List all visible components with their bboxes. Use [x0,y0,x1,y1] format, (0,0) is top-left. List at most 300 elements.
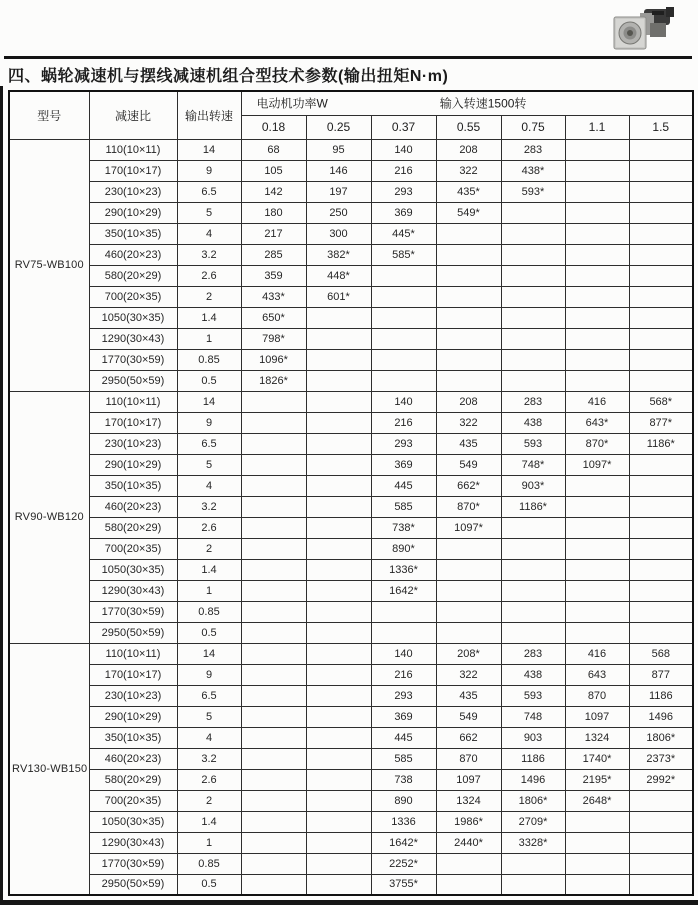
torque-value-cell: 2992* [629,769,693,790]
torque-value-cell [436,328,501,349]
output-speed-cell: 0.85 [177,349,241,370]
torque-value-cell [436,601,501,622]
spec-table [8,90,694,896]
ratio-cell: 170(10×17) [89,412,177,433]
torque-value-cell [241,496,306,517]
torque-value-cell [241,853,306,874]
torque-value-cell [241,580,306,601]
torque-value-cell [306,559,371,580]
torque-value-cell: 738 [371,769,436,790]
torque-value-cell [241,433,306,454]
torque-value-cell: 322 [436,664,501,685]
torque-value-cell: 293 [371,685,436,706]
output-speed-cell: 9 [177,412,241,433]
torque-value-cell [565,202,629,223]
torque-value-cell [306,622,371,643]
torque-value-cell [306,496,371,517]
ratio-cell: 2950(50×59) [89,370,177,391]
torque-value-cell: 585* [371,244,436,265]
torque-value-cell [501,517,565,538]
torque-value-cell: 643* [565,412,629,433]
output-speed-cell: 0.5 [177,370,241,391]
torque-value-cell: 250 [306,202,371,223]
ratio-cell: 230(10×23) [89,433,177,454]
torque-value-cell: 322 [436,412,501,433]
table-row [9,769,693,790]
torque-value-cell [306,580,371,601]
torque-value-cell [565,475,629,496]
torque-value-cell: 1496 [501,769,565,790]
torque-value-cell: 903 [501,727,565,748]
output-speed-cell: 6.5 [177,685,241,706]
torque-value-cell [629,601,693,622]
torque-value-cell: 300 [306,223,371,244]
torque-value-cell: 140 [371,391,436,412]
torque-value-cell [565,349,629,370]
torque-value-cell [436,286,501,307]
table-row [9,601,693,622]
ratio-cell: 460(20×23) [89,748,177,769]
torque-value-cell: 2195* [565,769,629,790]
torque-value-cell: 1186* [501,496,565,517]
header-power-0.75: 0.75 [501,115,565,139]
torque-value-cell [565,601,629,622]
torque-value-cell [371,328,436,349]
ratio-cell: 580(20×29) [89,769,177,790]
torque-value-cell [306,517,371,538]
torque-value-cell: 1186 [629,685,693,706]
torque-value-cell [241,517,306,538]
torque-value-cell [629,160,693,181]
torque-value-cell: 435 [436,433,501,454]
torque-value-cell [306,664,371,685]
torque-value-cell [629,370,693,391]
table-row [9,622,693,643]
torque-value-cell [501,223,565,244]
torque-value-cell: 435* [436,181,501,202]
ratio-cell: 460(20×23) [89,496,177,517]
torque-value-cell: 903* [501,475,565,496]
output-speed-cell: 5 [177,454,241,475]
torque-value-cell [306,601,371,622]
torque-value-cell: 1740* [565,748,629,769]
table-row [9,328,693,349]
torque-value-cell [565,811,629,832]
torque-value-cell [565,307,629,328]
ratio-cell: 1770(30×59) [89,853,177,874]
table-row [9,580,693,601]
torque-value-cell [436,307,501,328]
torque-value-cell: 1097* [436,517,501,538]
header-model: 型号 [9,91,89,139]
torque-value-cell [306,643,371,664]
torque-value-cell [436,370,501,391]
table-row [9,706,693,727]
torque-value-cell: 3755* [371,874,436,895]
torque-value-cell [629,811,693,832]
torque-value-cell [306,685,371,706]
torque-value-cell [629,223,693,244]
model-cell: RV75-WB100 [9,139,89,391]
torque-value-cell: 2440* [436,832,501,853]
output-speed-cell: 3.2 [177,748,241,769]
torque-value-cell [629,853,693,874]
table-row [9,265,693,286]
torque-value-cell [241,412,306,433]
torque-value-cell: 568* [629,391,693,412]
torque-value-cell [306,769,371,790]
torque-value-cell [241,748,306,769]
torque-value-cell [241,643,306,664]
torque-value-cell [306,433,371,454]
torque-value-cell [436,622,501,643]
torque-value-cell [629,538,693,559]
torque-value-cell [501,202,565,223]
header-row-1 [9,91,693,115]
torque-value-cell [241,811,306,832]
table-row [9,685,693,706]
ratio-cell: 2950(50×59) [89,622,177,643]
torque-value-cell [501,559,565,580]
torque-value-cell: 95 [306,139,371,160]
torque-value-cell [565,370,629,391]
torque-value-cell [241,475,306,496]
torque-value-cell: 359 [241,265,306,286]
header-power-span [241,91,693,115]
ratio-cell: 110(10×11) [89,643,177,664]
torque-value-cell [629,832,693,853]
torque-value-cell [436,874,501,895]
torque-value-cell: 662* [436,475,501,496]
torque-value-cell [436,223,501,244]
torque-value-cell: 448* [306,265,371,286]
table-row [9,454,693,475]
torque-value-cell [241,790,306,811]
torque-value-cell [306,475,371,496]
header-ratio: 减速比 [89,91,177,139]
gearbox-photo [606,3,680,55]
output-speed-cell: 0.85 [177,601,241,622]
table-row [9,496,693,517]
output-speed-cell: 2 [177,538,241,559]
header-power-0.55: 0.55 [436,115,501,139]
torque-value-cell: 1097 [565,706,629,727]
torque-value-cell: 445* [371,223,436,244]
table-row [9,643,693,664]
output-speed-cell: 2.6 [177,517,241,538]
table-row [9,727,693,748]
output-speed-cell: 4 [177,223,241,244]
table-row [9,391,693,412]
torque-value-cell [565,181,629,202]
output-speed-cell: 14 [177,391,241,412]
torque-value-cell [565,832,629,853]
torque-value-cell: 216 [371,160,436,181]
ratio-cell: 110(10×11) [89,391,177,412]
torque-value-cell [306,874,371,895]
table-row [9,874,693,895]
header-power-0.18: 0.18 [241,115,306,139]
torque-value-cell: 142 [241,181,306,202]
ratio-cell: 1290(30×43) [89,832,177,853]
torque-value-cell: 1642* [371,580,436,601]
torque-value-cell: 890* [371,538,436,559]
torque-value-cell: 1642* [371,832,436,853]
torque-value-cell: 208 [436,391,501,412]
torque-value-cell: 1097* [565,454,629,475]
torque-value-cell [371,265,436,286]
torque-value-cell: 890 [371,790,436,811]
torque-value-cell: 369 [371,454,436,475]
torque-value-cell [436,580,501,601]
torque-value-cell [501,265,565,286]
torque-value-cell: 180 [241,202,306,223]
torque-value-cell [306,349,371,370]
torque-value-cell [436,244,501,265]
torque-value-cell [371,601,436,622]
header-power-0.37: 0.37 [371,115,436,139]
torque-value-cell: 1826* [241,370,306,391]
torque-value-cell [436,265,501,286]
torque-value-cell [241,559,306,580]
page-title: 四、蜗轮减速机与摆线减速机组合型技术参数(输出扭矩N·m) [8,68,449,85]
table-row [9,790,693,811]
header-output-speed: 输出转速 [177,91,241,139]
torque-value-cell [501,622,565,643]
torque-value-cell: 1186* [629,433,693,454]
torque-value-cell: 1496 [629,706,693,727]
torque-value-cell [306,454,371,475]
output-speed-cell: 5 [177,706,241,727]
torque-value-cell [629,244,693,265]
torque-value-cell: 650* [241,307,306,328]
torque-value-cell: 216 [371,412,436,433]
table-row [9,244,693,265]
table-row [9,349,693,370]
table-row [9,286,693,307]
title-rule [4,56,692,59]
torque-value-cell [565,139,629,160]
torque-value-cell: 738* [371,517,436,538]
output-speed-cell: 1 [177,832,241,853]
torque-value-cell [241,769,306,790]
output-speed-cell: 9 [177,664,241,685]
header-power-1.5: 1.5 [629,115,693,139]
model-cell: RV130-WB150 [9,643,89,895]
ratio-cell: 1290(30×43) [89,580,177,601]
output-speed-cell: 14 [177,643,241,664]
torque-value-cell: 369 [371,706,436,727]
torque-value-cell [501,874,565,895]
torque-value-cell: 216 [371,664,436,685]
torque-value-cell: 662 [436,727,501,748]
header-motor-power: 电动机功率W [256,96,328,111]
torque-value-cell [241,391,306,412]
torque-value-cell [565,538,629,559]
torque-value-cell [306,811,371,832]
torque-value-cell: 208 [436,139,501,160]
output-speed-cell: 1 [177,328,241,349]
torque-value-cell: 1096* [241,349,306,370]
table-row [9,664,693,685]
ratio-cell: 170(10×17) [89,664,177,685]
torque-value-cell: 1324 [436,790,501,811]
torque-value-cell: 549 [436,706,501,727]
torque-value-cell: 322 [436,160,501,181]
torque-value-cell: 438 [501,412,565,433]
torque-value-cell: 1336* [371,559,436,580]
torque-value-cell: 870* [565,433,629,454]
scan-edge-bottom [0,900,698,905]
torque-value-cell: 2373* [629,748,693,769]
torque-value-cell [501,244,565,265]
model-cell: RV90-WB120 [9,391,89,643]
torque-value-cell [501,307,565,328]
output-speed-cell: 2 [177,286,241,307]
torque-value-cell [306,853,371,874]
torque-value-cell: 140 [371,643,436,664]
torque-value-cell [501,286,565,307]
torque-value-cell [565,622,629,643]
output-speed-cell: 1.4 [177,307,241,328]
output-speed-cell: 3.2 [177,496,241,517]
torque-value-cell [371,370,436,391]
header-power-1.1: 1.1 [565,115,629,139]
torque-value-cell: 217 [241,223,306,244]
torque-value-cell: 416 [565,391,629,412]
ratio-cell: 290(10×29) [89,202,177,223]
torque-value-cell: 1097 [436,769,501,790]
torque-value-cell [501,853,565,874]
torque-value-cell: 585 [371,748,436,769]
torque-value-cell [241,727,306,748]
torque-value-cell: 593* [501,181,565,202]
torque-value-cell: 438 [501,664,565,685]
table-row [9,139,693,160]
torque-value-cell [371,307,436,328]
table-row [9,538,693,559]
torque-value-cell: 643 [565,664,629,685]
torque-value-cell: 870* [436,496,501,517]
output-speed-cell: 6.5 [177,433,241,454]
ratio-cell: 290(10×29) [89,706,177,727]
torque-value-cell [241,538,306,559]
torque-value-cell [629,580,693,601]
torque-value-cell: 870 [436,748,501,769]
torque-value-cell [501,328,565,349]
output-speed-cell: 1.4 [177,559,241,580]
torque-value-cell [241,601,306,622]
torque-value-cell: 433* [241,286,306,307]
table-row [9,307,693,328]
torque-value-cell: 2709* [501,811,565,832]
torque-value-cell: 585 [371,496,436,517]
table-row [9,160,693,181]
torque-value-cell [565,580,629,601]
output-speed-cell: 3.2 [177,244,241,265]
torque-value-cell: 146 [306,160,371,181]
torque-value-cell [436,559,501,580]
torque-value-cell [629,139,693,160]
torque-value-cell: 1806* [501,790,565,811]
table-row [9,412,693,433]
torque-value-cell: 877* [629,412,693,433]
torque-value-cell [565,223,629,244]
scan-edge-left [0,86,3,905]
torque-value-cell [629,286,693,307]
table-row [9,832,693,853]
torque-value-cell [629,622,693,643]
torque-value-cell: 1336 [371,811,436,832]
torque-value-cell: 382* [306,244,371,265]
ratio-cell: 1050(30×35) [89,307,177,328]
torque-value-cell [306,328,371,349]
ratio-cell: 350(10×35) [89,223,177,244]
output-speed-cell: 0.85 [177,853,241,874]
table-row [9,223,693,244]
torque-value-cell [565,328,629,349]
table-row [9,433,693,454]
torque-value-cell [371,622,436,643]
torque-value-cell [501,601,565,622]
ratio-cell: 580(20×29) [89,517,177,538]
torque-value-cell [629,265,693,286]
table-header [9,91,693,139]
output-speed-cell: 2.6 [177,769,241,790]
torque-value-cell [565,160,629,181]
torque-value-cell: 877 [629,664,693,685]
torque-value-cell: 293 [371,433,436,454]
ratio-cell: 700(20×35) [89,286,177,307]
torque-value-cell [306,391,371,412]
torque-value-cell [241,454,306,475]
torque-value-cell: 369 [371,202,436,223]
torque-value-cell [565,517,629,538]
output-speed-cell: 5 [177,202,241,223]
torque-value-cell [565,244,629,265]
table-row [9,202,693,223]
ratio-cell: 1770(30×59) [89,601,177,622]
torque-value-cell [565,286,629,307]
torque-value-cell: 2252* [371,853,436,874]
torque-value-cell: 283 [501,643,565,664]
header-input-speed: 输入转速1500转 [439,96,527,111]
torque-value-cell: 593 [501,685,565,706]
torque-value-cell [241,832,306,853]
header-power-0.25: 0.25 [306,115,371,139]
ratio-cell: 700(20×35) [89,790,177,811]
torque-value-cell [565,265,629,286]
torque-value-cell: 3328* [501,832,565,853]
torque-value-cell: 416 [565,643,629,664]
output-speed-cell: 2.6 [177,265,241,286]
output-speed-cell: 1 [177,580,241,601]
torque-value-cell [371,349,436,370]
torque-value-cell: 293 [371,181,436,202]
torque-value-cell: 208* [436,643,501,664]
torque-value-cell [436,349,501,370]
torque-value-cell [306,790,371,811]
torque-value-cell [306,307,371,328]
output-speed-cell: 0.5 [177,622,241,643]
torque-value-cell: 438* [501,160,565,181]
ratio-cell: 230(10×23) [89,685,177,706]
torque-value-cell: 2648* [565,790,629,811]
torque-value-cell [306,832,371,853]
torque-value-cell [629,202,693,223]
ratio-cell: 170(10×17) [89,160,177,181]
torque-value-cell [241,685,306,706]
